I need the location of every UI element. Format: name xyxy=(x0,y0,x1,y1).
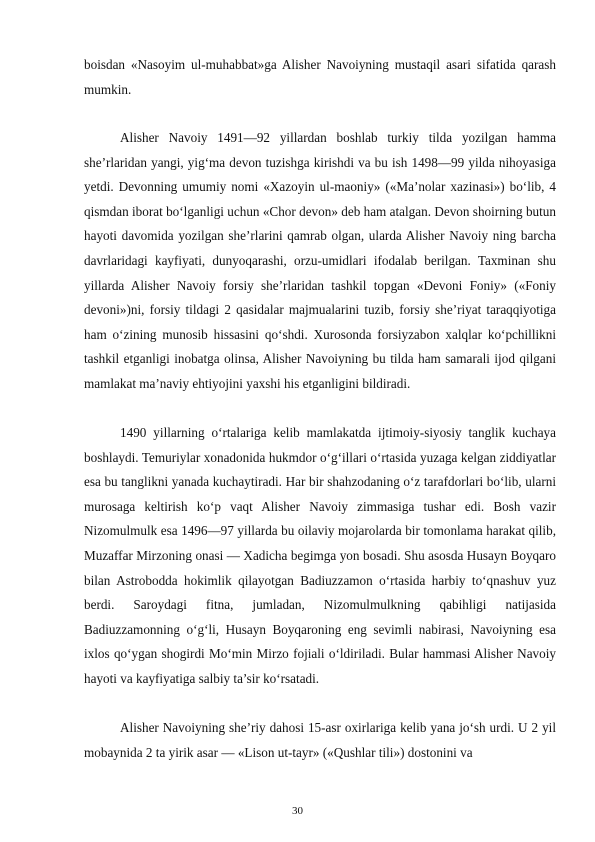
paragraph-political-tension: 1490 yillarning o‘rtalariga kelib mamlakatda ijtimoiy-siyosiy tanglik kuchaya boshlaydi. Temuriylar xonadonida hukmdor o‘g‘illari o‘rtasida yuzaga kelgan ziddiyatlar esa bu tanglikni yanada kuchaytiradi. Har bir shahzodaning o‘z tarafdorlari bo‘lib, ularni murosaga keltirish ko‘p vaqt Alisher Navoiy zimmasiga tushar edi. Bosh vazir Nizomulmulk esa 1496—97 yillarda bu oilaviy mojarolarda bir tomonlama harakat qilib, Muzaffar Mirzoning onasi — Xadicha begimga yon bosadi. Shu asosda Husayn Boyqaro bilan Astrobodda hokimlik qilayotgan Badiuzzamon o‘rtasida harbiy to‘qnashuv yuz berdi. Saroydagi fitna, jumladan, Nizomulmulkning qabihligi natijasida Badiuzzamonning o‘g‘li, Husayn Boyqaroning eng sevimli nabirasi, Navoiyning esa ixlos qo‘ygan shogirdi Mo‘min Mirzo fojiali o‘ldiriladi. Bular hammasi Alisher Navoiy hayoti va kayfiyatiga salbiy ta’sir ko‘rsatadi. xyxy=(84,425,556,686)
paragraph-lison-ut-tayr: Alisher Navoiyning she’riy dahosi 15-asr oxirlariga kelib yana jo‘sh urdi. U 2 yil mobaynida 2 ta yirik asar — «Lison ut-tayr» («Qushlar tili») dostonini va xyxy=(84,720,556,760)
page-number: 30 xyxy=(292,805,303,817)
paragraph-continuation: boisdan «Nasoyim ul-muhabbat»ga Alisher Navoiyning mustaqil asari sifatida qarash mumkin. xyxy=(84,57,556,97)
paragraph-chor-devon: Alisher Navoiy 1491—92 yillardan boshlab turkiy tilda yozilgan hamma she’rlaridan yangi, yig‘ma devon tuzishga kirishdi va bu ish 1498—99 yilda nihoyasiga yetdi. Devonning umumiy nomi «Xazoyin ul-maoniy» («Ma’nolar xazinasi») bo‘lib, 4 qismdan iborat bo‘lganligi uchun «Chor devon» deb ham atalgan. Devon shoirning butun hayoti davomida yozilgan she’rlarini qamrab olgan, ularda Alisher Navoiy ning barcha davrlaridagi kayfiyati, dunyoqarashi, orzu-umidlari ifodalab berilgan. Taxminan shu yillarda Alisher Navoiy forsiy she’rlaridan tashkil topgan «Devoni Foniy» («Foniy devoni»)ni, forsiy tildagi 2 qasidalar majmualarini tuzib, forsiy she’riyat taraqqiyotiga ham o‘zining munosib hissasini qo‘shdi. Xurosonda forsiyzabon xalqlar ko‘pchillikni tashkil etganligi inobatga olinsa, Alisher Navoiyning bu tilda ham samarali ijod qilgani mamlakat ma’naviy ehtiyojini yaxshi his etganligini bildiradi. xyxy=(84,130,556,391)
